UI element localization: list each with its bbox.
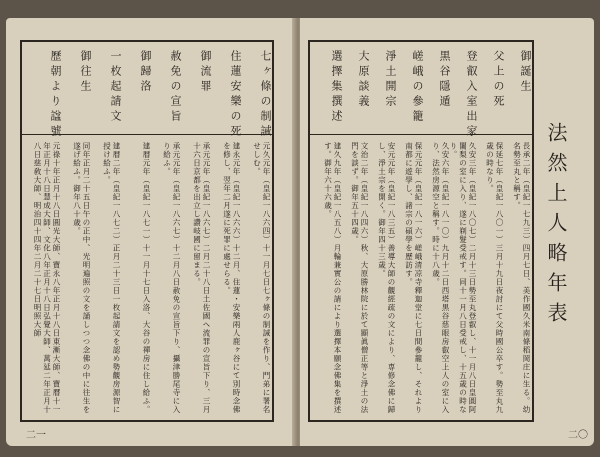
entry-label: 一枚起請文: [109, 50, 122, 125]
entry-label: 黒谷隱遁: [438, 50, 451, 110]
entry-label: 御流罪: [199, 50, 212, 95]
bottom-rule: [308, 420, 534, 422]
entry-text: 建永元年（皇紀一八六六）十二月、住蓮・安樂兩人鹿ヶ谷にて別時念佛を修し、翌年二月遂に死罪に處せらる。: [222, 142, 241, 414]
entry-label: 御往生: [79, 50, 92, 95]
entry-text: 同年正月二十五日午の正中、光明遍照の文を誦しつつ念佛の中に往生を遂げ給ふ。御年八十歳。: [72, 142, 91, 414]
entry-label: 大原談義: [357, 50, 370, 110]
top-rule: [308, 40, 534, 42]
left-page: [6, 18, 296, 446]
entry-label: 御歸洛: [139, 50, 152, 95]
entry-label: 登叡入室出家: [465, 50, 478, 140]
right-page: [300, 18, 594, 446]
right-rule: [272, 40, 274, 422]
entry-text: 元久元年（皇紀一八六四）十一月七日七ヶ條の制誡を作り、門弟に署名せしむ。: [252, 142, 271, 414]
entry-text: 承元元年（皇紀一八六七）二月二十八日土佐國へ流罪の宣旨下り、三月十六日京都を出立し讚岐國に留まる。: [192, 142, 211, 414]
entry-text: 元祿十年正月十八日圓光大師、寶永八年正月十八日東漸大師、寶曆十一年正月十八日慧成大師、文化八年正月十八日弘覺大師、萬延二年正月十八日慈敎大師、明治四十四年二月二十七日明照大師: [33, 142, 61, 414]
entry-text: 承元元年（皇紀一八六七）十二月八日赦免の宣旨下り、攝津勝尾寺に入り給ふ。: [162, 142, 181, 414]
page-number-right: 二〇: [568, 430, 588, 441]
entry-label: 七ヶ條の制誡: [259, 50, 272, 140]
entry-text: 保元元年（皇紀一八一六）嵯峨清凉寺釋迦堂に七日間參籠し、それより南都に遊學し、諸宗の碩學を歷訪す。: [404, 142, 423, 414]
entry-text: 保延七年（皇紀一八〇一）三月十九日夜討にて父時國公卒す。勢至丸九歳の時なり。: [485, 142, 504, 414]
entry-label: 嵯峨の參籠: [411, 50, 424, 125]
top-rule: [20, 40, 274, 42]
left-rule: [308, 40, 310, 422]
entry-text: 安元元年（皇紀一八三五）善導大師の觀經疏の文により、専修念佛に歸し、淨土宗を開く。御年四十三歳。: [377, 142, 396, 414]
entry-label: 御誕生: [519, 50, 532, 95]
entry-label: 淨土開宗: [384, 50, 397, 110]
page-number-left: 二一: [26, 430, 46, 441]
left-rule: [20, 40, 22, 422]
entry-text: 建暦二年（皇紀一八七二）正月二十三日一枚起請文を認め勢觀房源智に授け給ふ。: [102, 142, 121, 414]
label-divider: [308, 134, 534, 135]
right-rule: [532, 40, 534, 422]
page-title: 法然上人略年表: [544, 122, 568, 332]
entry-label: 選擇集撰述: [330, 50, 343, 125]
entry-label: 赦免の宣旨: [169, 50, 182, 125]
entry-label: 住蓮安樂の死: [229, 50, 242, 140]
bottom-rule: [20, 420, 274, 422]
entry-text: 長承二年（皇紀一七九三）四月七日、美作國久米南條稻岡庄に生る。幼名勢至丸と稱す。: [512, 142, 531, 414]
entry-text: 建久九年（皇紀一八五八）月輪兼實公の請により選擇本願念佛集を撰述す。御年六十六歳。: [323, 142, 342, 414]
entry-label: 歷朝より諡號: [49, 50, 62, 140]
entry-label: 父上の死: [492, 50, 505, 110]
entry-text: 文治二年（皇紀一八四六）秋、大原勝林院に於て顯眞僧正等と淨土の法門を談ず。御年五十四歳。: [350, 142, 369, 414]
entry-text: 建暦元年（皇紀一八七一）十一月十七日入洛、大谷の禪房に住し給ふ。: [142, 142, 151, 414]
entry-text: 久安三年（皇紀一八〇七）二月十三日勢至丸登叡し、十一月八日皇圓阿闍梨の室に入り、遂に剃髮受戒す。同十一月八日受戒し、十五歳の時なり。: [449, 142, 477, 414]
entry-text: 久安六年（皇紀一八一〇）九月十二日西塔黒谷慈眼房叡空上人の室に入り、法然房源空と稱す。時に十八歳。: [431, 142, 450, 414]
